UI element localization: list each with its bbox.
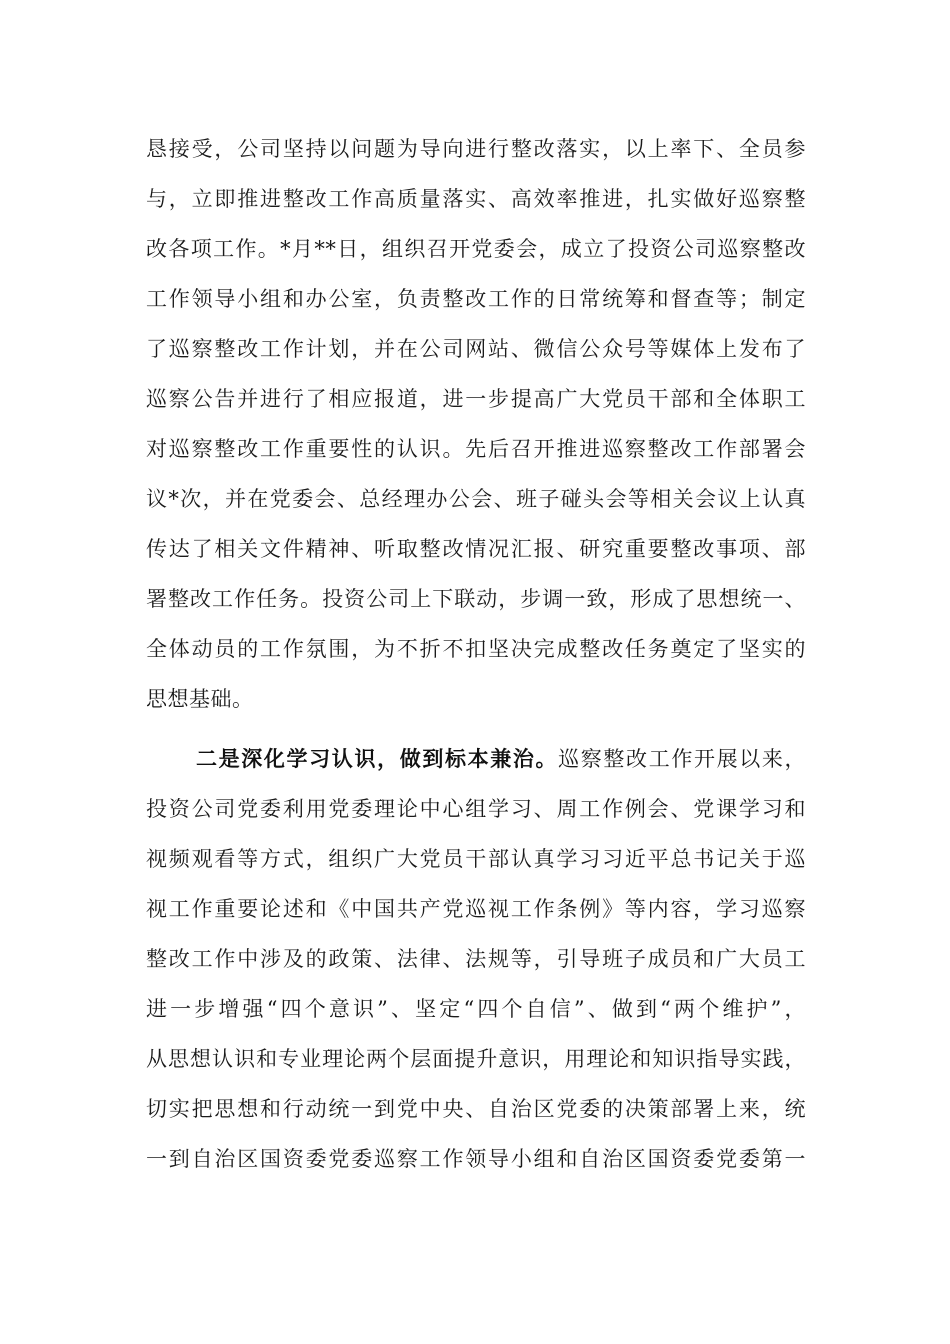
paragraph-1-line: 与，立即推进整改工作高质量落实、高效率推进，扎实做好巡察整 xyxy=(146,187,806,211)
paragraph-1-line: 了巡察整改工作计划，并在公司网站、微信公众号等媒体上发布了 xyxy=(146,337,806,361)
paragraph-2-line: 切实把思想和行动统一到党中央、自治区党委的决策部署上来，统 xyxy=(146,1097,806,1121)
paragraph-2-line: 进一步增强“四个意识”、坚定“四个自信”、做到“两个维护”， xyxy=(146,997,806,1021)
paragraph-1-line: 改各项工作。*月**日，组织召开党委会，成立了投资公司巡察整改 xyxy=(146,237,806,261)
paragraph-2-line: 投资公司党委利用党委理论中心组学习、周工作例会、党课学习和 xyxy=(146,797,806,821)
paragraph-1-line: 全体动员的工作氛围，为不折不扣坚决完成整改任务奠定了坚实的 xyxy=(146,637,806,661)
paragraph-2-heading: 二是深化学习认识，做到标本兼治。 xyxy=(196,746,559,771)
paragraph-2-first-line-text: 巡察整改工作开展以来， xyxy=(558,747,807,771)
paragraph-2-first-line xyxy=(146,734,806,784)
paragraph-1-line: 对巡察整改工作重要性的认识。先后召开推进巡察整改工作部署会 xyxy=(146,437,806,461)
paragraph-2-line: 视频观看等方式，组织广大党员干部认真学习习近平总书记关于巡 xyxy=(146,847,806,871)
paragraph-2-line: 整改工作中涉及的政策、法律、法规等，引导班子成员和广大员工 xyxy=(146,947,806,971)
paragraph-2-line: 从思想认识和专业理论两个层面提升意识，用理论和知识指导实践， xyxy=(146,1047,806,1071)
paragraph-1-line: 传达了相关文件精神、听取整改情况汇报、研究重要整改事项、部 xyxy=(146,537,806,561)
paragraph-1-line: 工作领导小组和办公室，负责整改工作的日常统筹和督查等；制定 xyxy=(146,287,806,311)
paragraph-1 xyxy=(146,124,806,724)
paragraph-1-line: 署整改工作任务。投资公司上下联动，步调一致，形成了思想统一、 xyxy=(146,587,806,611)
paragraph-1-line: 巡察公告并进行了相应报道，进一步提高广大党员干部和全体职工 xyxy=(146,387,806,411)
paragraph-1-line: 议*次，并在党委会、总经理办公会、班子碰头会等相关会议上认真 xyxy=(146,487,806,511)
paragraph-1-line: 恳接受，公司坚持以问题为导向进行整改落实，以上率下、全员参 xyxy=(146,137,806,161)
paragraph-2 xyxy=(146,734,806,1184)
paragraph-2-line: 一到自治区国资委党委巡察工作领导小组和自治区国资委党委第一 xyxy=(146,1147,806,1171)
paragraph-1-line: 思想基础。 xyxy=(146,687,254,711)
paragraph-2-line: 视工作重要论述和《中国共产党巡视工作条例》等内容，学习巡察 xyxy=(146,897,806,921)
